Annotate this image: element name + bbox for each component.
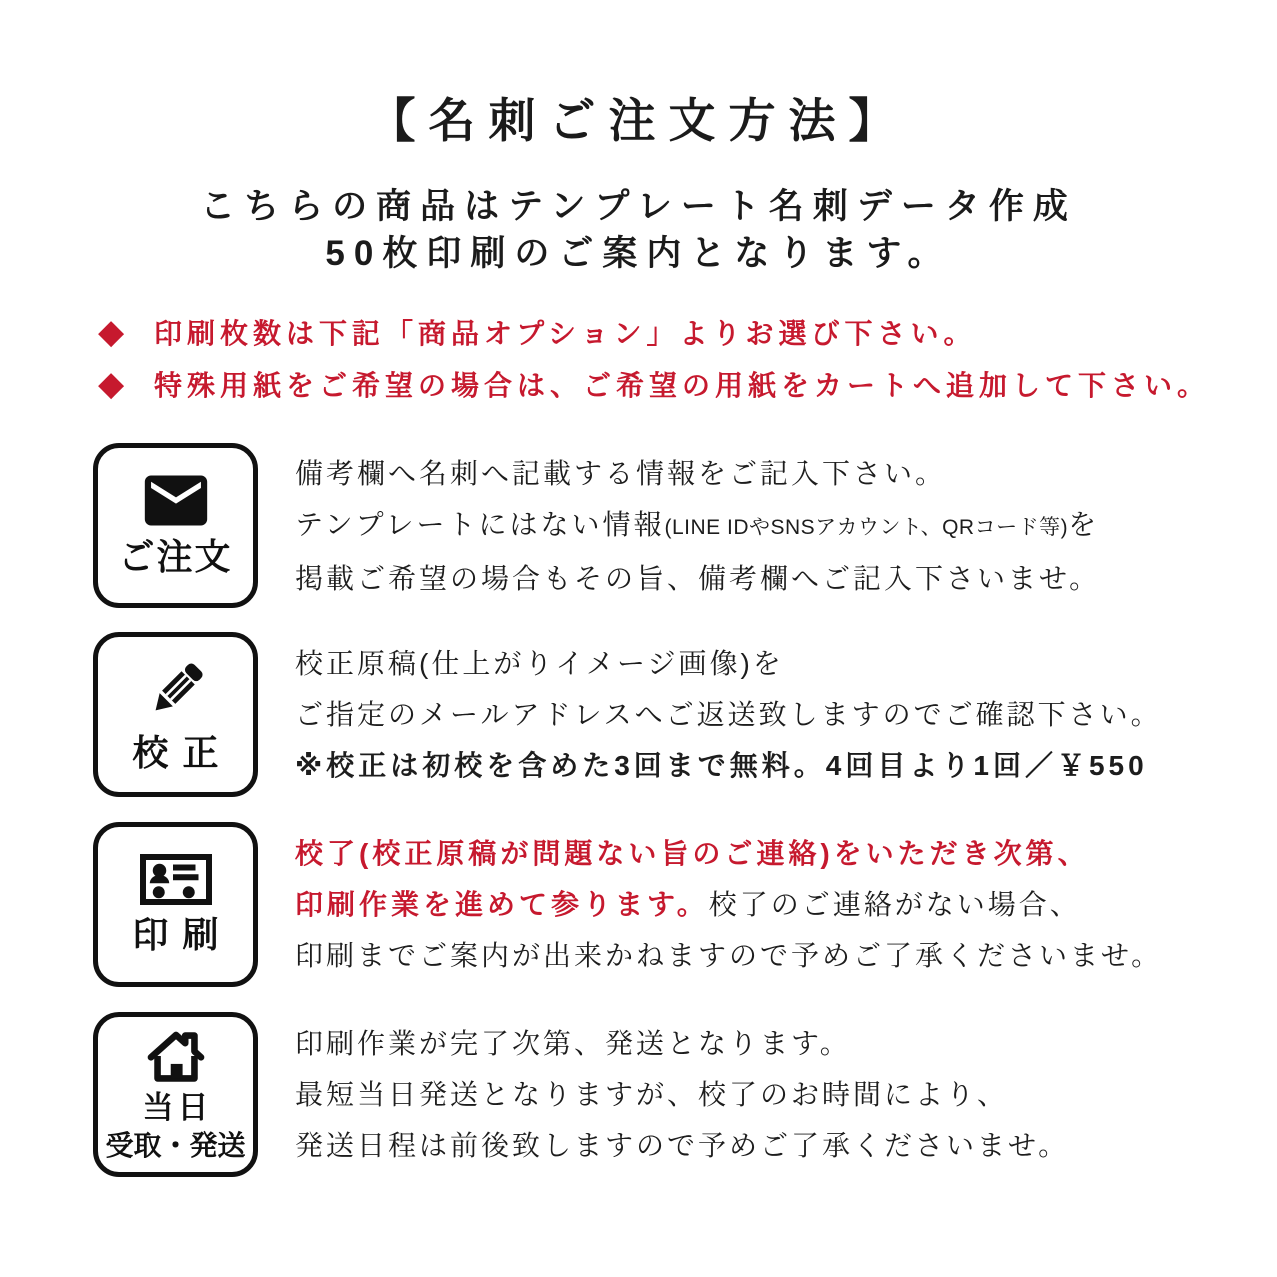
text-segment: 発送日程は前後致しますので予めご了承くださいませ。 <box>295 1130 1070 1161</box>
step-print-box <box>93 822 258 987</box>
step-text-line <box>295 448 1100 499</box>
text-segment-bold: ※校正は初校を含めた3回まで無料。4回目より1回／￥550 <box>295 750 1148 781</box>
idcard-icon <box>140 854 212 905</box>
pencil-icon <box>143 657 209 723</box>
step-proof <box>93 632 1237 797</box>
step-label-second-line: 受取・発送 <box>105 1130 246 1162</box>
subtitle-line-2: 50枚印刷のご案内となります。 <box>325 234 952 273</box>
step-text-line <box>295 689 1162 740</box>
step-ship-box <box>93 1012 258 1177</box>
step-text-line <box>295 638 1162 689</box>
page-title: 【名刺ご注文方法】 <box>368 94 909 147</box>
step-text-line <box>295 1018 1069 1069</box>
text-segment: を <box>1068 508 1100 540</box>
text-segment-small: (LINE IDやSNSアカウント、QRコード等) <box>664 515 1069 539</box>
step-label: 当日 <box>142 1090 213 1126</box>
page-subtitle <box>0 183 1277 277</box>
step-proof-text <box>295 632 1162 797</box>
text-segment-red: 校了(校正原稿が問題ない旨のご連絡)をいただき次第、 <box>295 838 1090 869</box>
step-text-line <box>295 553 1100 604</box>
envelope-icon <box>143 474 209 527</box>
notice-text: 印刷枚数は下記「商品オプション」よりお選び下さい。 <box>154 318 977 349</box>
notice-list <box>98 306 1237 410</box>
step-print-text <box>295 822 1162 987</box>
step-label: 印刷 <box>132 914 233 956</box>
diamond-icon: ◆ <box>98 313 125 351</box>
step-ship-text <box>295 1012 1069 1177</box>
text-segment: 印刷までご案内が出来かねますので予めご了承くださいませ。 <box>295 940 1163 971</box>
text-segment: 印刷作業が完了次第、発送となります。 <box>295 1028 851 1059</box>
step-text-line <box>295 879 1162 930</box>
text-segment: 備考欄へ名刺へ記載する情報をご記入下さい。 <box>295 457 947 489</box>
step-text-line <box>295 1120 1069 1171</box>
notice-item <box>98 306 1237 358</box>
step-text-line <box>295 499 1100 553</box>
step-proof-box <box>93 632 258 797</box>
step-text-line <box>295 740 1162 791</box>
step-text-line <box>295 930 1162 981</box>
notice-text: 特殊用紙をご希望の場合は、ご希望の用紙をカートへ追加して下さい。 <box>154 370 1211 401</box>
text-segment: 最短当日発送となりますが、校了のお時間により、 <box>295 1079 1009 1110</box>
step-print <box>93 822 1237 987</box>
text-segment: 掲載ご希望の場合もその旨、備考欄へご記入下さいませ。 <box>295 562 1101 594</box>
text-segment: ご指定のメールアドレスへご返送致しますのでご確認下さい。 <box>295 699 1162 730</box>
step-ship <box>93 1012 1237 1177</box>
text-segment: 校了のご連絡がない場合、 <box>708 889 1081 920</box>
home-icon <box>144 1027 208 1085</box>
text-segment: テンプレートにはない情報 <box>295 508 665 540</box>
step-label: ご注文 <box>118 536 233 578</box>
text-segment-red: 印刷作業を進めて参ります。 <box>295 889 709 920</box>
step-label: 校正 <box>132 731 233 773</box>
diamond-icon: ◆ <box>98 365 125 403</box>
step-order-box <box>93 443 258 608</box>
step-order <box>93 443 1237 608</box>
step-text-line <box>295 1069 1069 1120</box>
notice-item <box>98 358 1237 410</box>
text-segment: 校正原稿(仕上がりイメージ画像)を <box>295 648 784 679</box>
subtitle-line-1: こちらの商品はテンプレート名刺データ作成 <box>200 187 1077 226</box>
step-text-line <box>295 828 1162 879</box>
step-order-text <box>295 443 1100 608</box>
